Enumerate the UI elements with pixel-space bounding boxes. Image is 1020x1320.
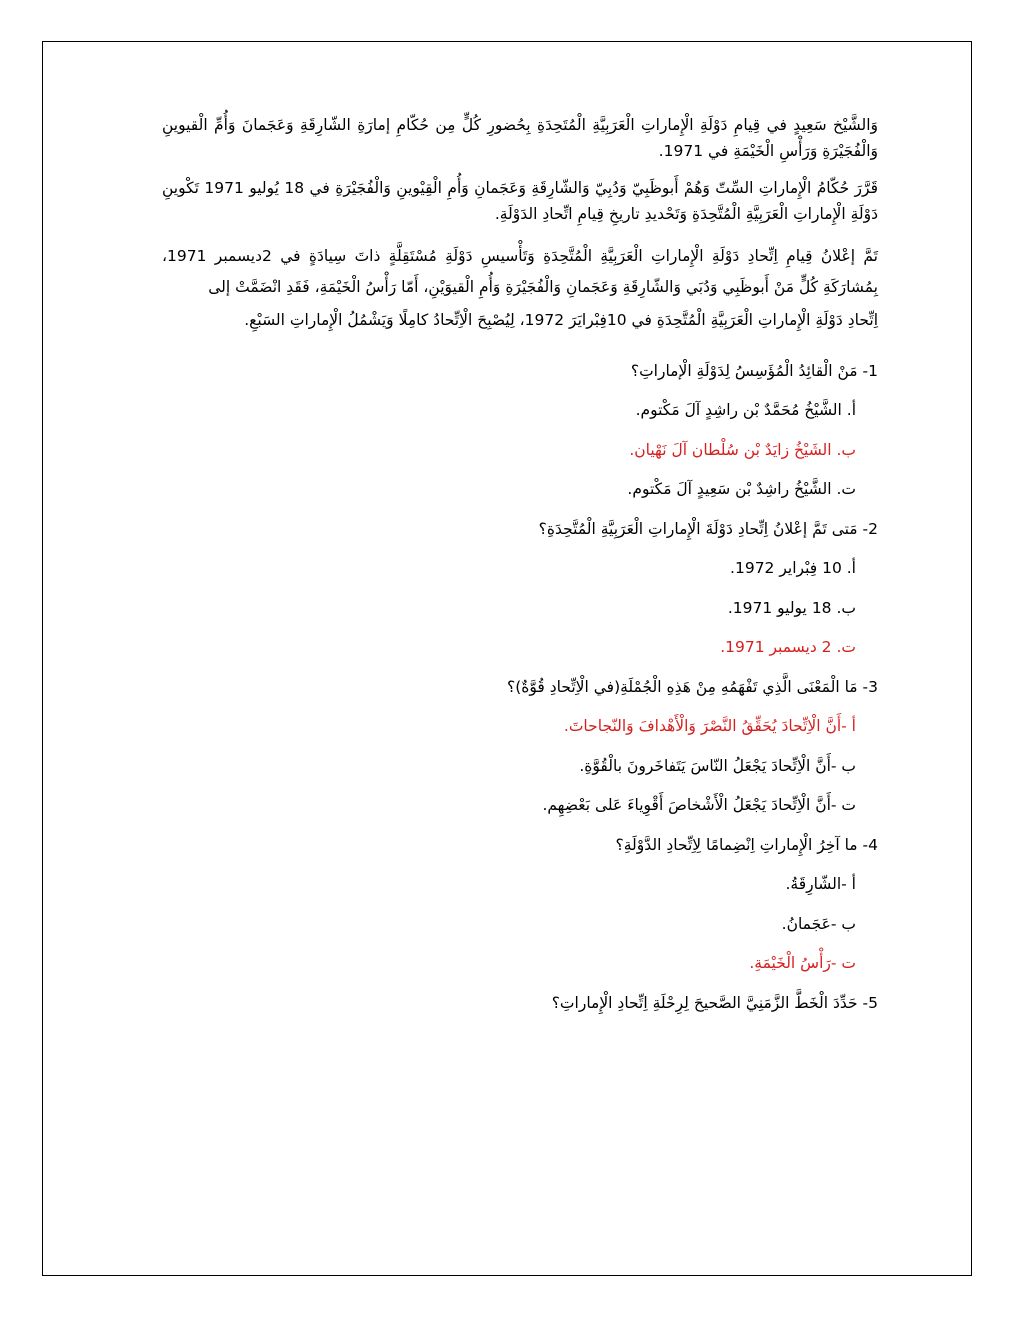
question-4: 4- ما آخِرُ الْإِماراتِ اِنْضِمامًا لِاِتِّحادِ الدَّوْلَةِ؟ (615, 835, 878, 854)
answer-option[interactable]: ت -أَنَّ الْاِتِّحادَ يَجْعَلُ الْأَشْخاصَ أَقْوِياءَ عَلى بَعْضِهِم. (542, 796, 856, 815)
intro-paragraph-2: قَرَّرَ حُكّامُ الْإِماراتِ السِّتّ وَهُمْ أَبوظَبِيّ وَدُبِيّ وَالشّارِقَةِ وَعَجَمانِ وَأُمِ الْقِيْوينِ وَالْفُجَيْرَةِ في 18 يُوليو 1971 تَكْوينِ دَوْلَةِ الْإِماراتِ الْعَرَبِيَّةِ الْمُتَّحِدَةِ وَتَحْديدِ تاريخِ قِيامِ اتِّحادِ الدَوْلَةِ. (162, 178, 879, 224)
answer-option[interactable]: ت. الشَّيْخُ راشِدٌ بْن سَعِيدٍ آلَ مَكْتوم. (627, 480, 856, 499)
answer-option-correct[interactable]: أ -أَنَّ الْاِتِّحادَ يُحَقِّقُ النَّصْرَ وَالْأَهْدافَ وَالنّجاحاتَ. (563, 717, 856, 736)
question-5: 5- حَدِّدَ الْخَطَّ الزَّمَنِيَّ الصَّحيحَ لِرِحْلَةِ اِتِّحادِ الْإِماراتِ؟ (551, 993, 878, 1012)
answer-option[interactable]: ب. 18 يوليو 1971. (727, 598, 856, 617)
answer-option[interactable]: ب -عَجَمانُ. (781, 914, 856, 933)
answer-option[interactable]: أ. 10 فِبْراير 1972. (730, 559, 856, 578)
question-block-3 (162, 668, 878, 826)
answer-option-correct[interactable]: ب. الشَيْخُ زايَدٌ بْن سُلْطان آلَ نَهْيان. (629, 440, 856, 459)
answer-option-correct[interactable]: ت -رَأْسُ الْخَيْمَةِ. (749, 954, 856, 973)
question-2: 2- مَتى تَمَّ إعْلانُ اِتِّحادِ دَوْلَةَ الْإِماراتِ الْعَرَبِيَّةِ الْمُتَّحِدَةِ؟ (538, 519, 878, 538)
question-block-4 (162, 826, 878, 984)
answer-option[interactable]: أ. الشَّيْخُ مُحَمَّدٌ بْن راشِدٍ آلَ مَكْتوم. (635, 401, 856, 420)
question-block-2 (162, 510, 878, 668)
intro-paragraph-1: وَالشَّيْخ سَعِيدٍ في قِيامِ دَوْلَةِ الْإِماراتِ الْعَرَبِيَّةِ الْمُتَحِدَةِ بِحُضورِ كُلٍّ مِن حُكّامِ إمارَةِ الشّارِقَةِ وَعَجَمانَ وَأُمِّ الْقيوينِ وَالْفُجَيْرَةِ وَرَأْسِ الْخَيْمَةِ في 1971. (162, 116, 878, 161)
answer-option[interactable]: ب -أَنَّ الْاِتِّحادَ يَجْعَلُ النّاسَ يَتَفاخَرونَ بالْقُوَّةِ. (579, 756, 856, 775)
question-3: 3- مَا الْمَعْنَى الَّذِي تَفْهَمُهِ مِنْ هَذِهِ الْجُمْلَةِ(في الْاِتِّحادِ قُوَّةٌ)؟ (506, 677, 878, 696)
intro-paragraph-4: اِتِّحادِ دَوْلَةِ الْإِماراتِ الْعَرَبِيَّةِ الْمُتَّحِدَةِ في 10فِبْرايَرَ 1972، لِيُصْبِحَ الْاِتِّحادُ كامِلًا وَيَشْمُلُ الْإِماراتِ السَبْعِ. (244, 311, 878, 330)
question-block-1 (162, 352, 878, 510)
question-1: 1- مَنْ الْقائِدُ الْمُؤَسِسُ لِدَوْلَةِ الْإماراتِ؟ (630, 361, 878, 380)
answer-option-correct[interactable]: ت. 2 ديسمبر 1971. (720, 638, 856, 657)
question-block-5 (162, 984, 878, 1024)
intro-paragraph-3: تَمَّ إعْلانُ قِيامِ اِتِّحادِ دَوْلَةِ الْإِماراتِ الْعَرَبِيَّةِ الْمُتَّحِدَةِ وَتَأْسيسِ دَوْلَةِ مُسْتَقِلَّةٍ ذاتَ سِيادَةٍ في 2ديسمبر 1971، بِمُشارَكَةِ كُلٍّ مَنْ أَبوظَبِي وَدُبَي وَالشّارِقَةِ وَعَجَمانِ وَالْفُجَيْرَةِ وَأُمِ الْقيوَيْنِ، أَمّا رَأْسُ الْخَيْمَةِ، فَقَدِ انْضَمَّتْ إلى (162, 247, 878, 297)
worksheet-content (162, 112, 878, 1023)
answer-option[interactable]: أ -الشّارِقَةُ. (785, 875, 856, 894)
